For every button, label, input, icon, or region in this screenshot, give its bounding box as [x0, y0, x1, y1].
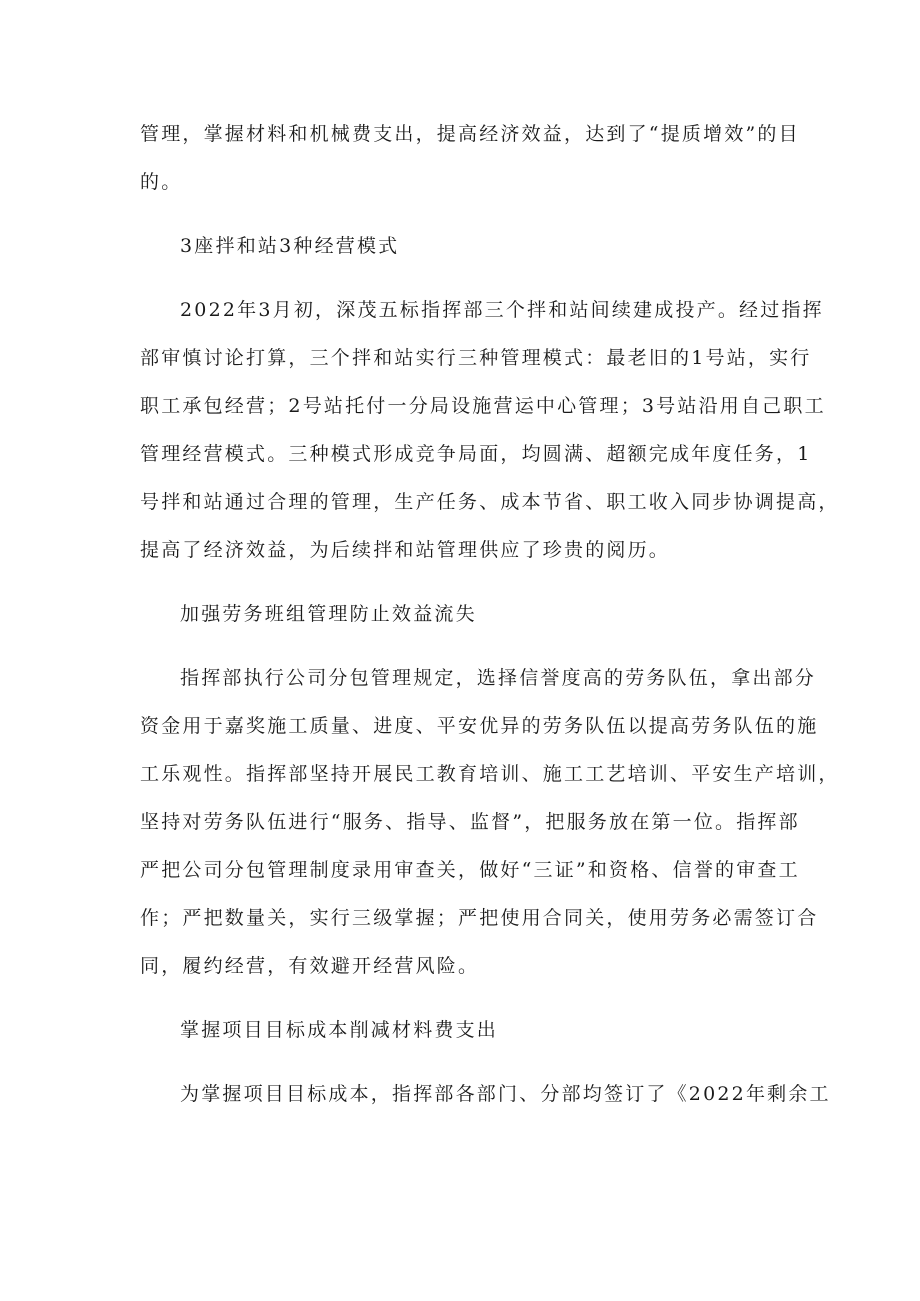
para2-line2: 部审慎讨论打算，三个拌和站实行三种管理模式：最老旧的1号站，实行 — [140, 347, 812, 369]
section-heading-cost-control: 掌握项目目标成本削减材料费支出 — [180, 1019, 499, 1041]
section-heading-labor-management: 加强劳务班组管理防止效益流失 — [180, 603, 477, 625]
para4-line1: 为掌握项目目标成本，指挥部各部门、分部均签订了《2022年剩余工 — [180, 1083, 831, 1105]
para3-line3: 工乐观性。指挥部坚持开展民工教育培训、施工工艺培训、平安生产培训， — [140, 763, 840, 785]
para2-line4: 管理经营模式。三种模式形成竞争局面，均圆满、超额完成年度任务，1 — [140, 443, 812, 465]
para3-line2: 资金用于嘉奖施工质量、进度、平安优异的劳务队伍以提高劳务队伍的施 — [140, 715, 819, 737]
para2-line6: 提高了经济效益，为后续拌和站管理供应了珍贵的阅历。 — [140, 539, 671, 561]
para1-line2: 的。 — [140, 171, 183, 193]
para3-line7: 同，履约经营，有效避开经营风险。 — [140, 955, 480, 977]
para2-line5: 号拌和站通过合理的管理，生产任务、成本节省、职工收入同步协调提高， — [140, 491, 840, 513]
section-heading-mixing-stations: 3座拌和站3种经营模式 — [180, 235, 400, 257]
para2-line1: 2022年3月初，深茂五标指挥部三个拌和站间续建成投产。经过指挥 — [180, 299, 824, 321]
para2-line3: 职工承包经营；2号站托付一分局设施营运中心管理；3号站沿用自己职工 — [140, 395, 826, 417]
para3-line1: 指挥部执行公司分包管理规定，选择信誉度高的劳务队伍，拿出部分 — [180, 667, 817, 689]
para3-line5: 严把公司分包管理制度录用审查关，做好“三证”和资格、信誉的审查工 — [140, 859, 800, 881]
para3-line4: 坚持对劳务队伍进行“服务、指导、监督”，把服务放在第一位。指挥部 — [140, 811, 800, 833]
para3-line6: 作；严把数量关，实行三级掌握；严把使用合同关，使用劳务必需签订合 — [140, 907, 819, 929]
para1-line1: 管理，掌握材料和机械费支出，提高经济效益，达到了“提质增效”的目 — [140, 123, 800, 145]
